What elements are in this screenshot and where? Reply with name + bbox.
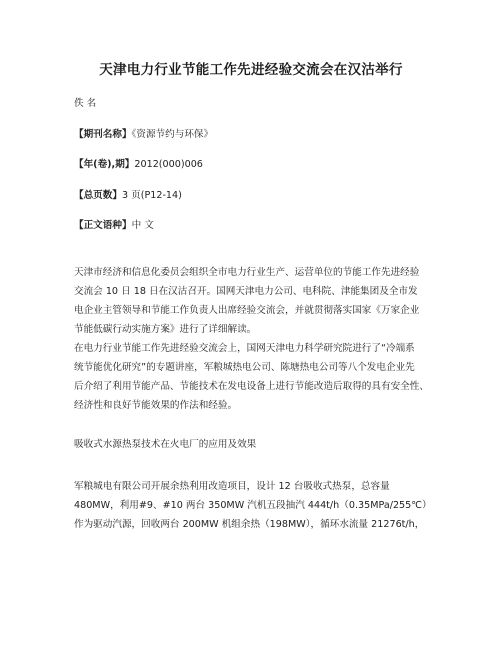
paragraph-2-line: 在电力行业节能工作先进经验交流会上，国网天津电力科学研究院进行了“冷端系 bbox=[74, 343, 415, 354]
meta-label: 【总页数】 bbox=[74, 190, 122, 201]
paragraph-3-line: 军粮城电有限公司开展余热利用改造项目，设计 12 台吸收式热泵，总容量 bbox=[74, 481, 390, 492]
author: 佚 名 bbox=[74, 98, 97, 109]
meta-journal bbox=[74, 128, 213, 142]
meta-value: 3 页(P12-14) bbox=[121, 190, 182, 201]
meta-volume-issue bbox=[74, 158, 203, 172]
paragraph-2-line: 经济性和良好节能效果的作法和经验。 bbox=[74, 400, 238, 411]
paragraph-1-line: 节能低碳行动实施方案》进行了详细解读。 bbox=[74, 324, 257, 335]
meta-value: 2012(000)006 bbox=[134, 159, 203, 170]
paragraph-3-line: 480MW，利用#9、#10 两台 350MW 汽机五段抽汽 444t/h（0.35MPa/255℃） bbox=[74, 500, 432, 511]
paragraph-3-line: 作为驱动汽源，回收两台 200MW 机组余热（198MW），循环水流量 21276t/h， bbox=[74, 519, 425, 530]
meta-language bbox=[74, 219, 154, 233]
meta-value: 中 文 bbox=[131, 220, 154, 231]
meta-label: 【年(卷),期】 bbox=[74, 159, 135, 170]
meta-label: 【正文语种】 bbox=[74, 220, 132, 231]
paragraph-2-line: 后介绍了利用节能产品、节能技术在发电设备上进行节能改造后取得的具有安全性、 bbox=[74, 381, 429, 392]
meta-pages bbox=[74, 189, 182, 203]
paragraph-1-line: 电企业主管领导和节能工作负责人出席经验交流会，并就贯彻落实国家《万家企业 bbox=[74, 305, 420, 316]
paragraph-2-line: 统节能优化研究”的专题讲座，军粮城热电公司、陈塘热电公司等八个发电企业先 bbox=[74, 362, 415, 373]
paragraph-1-line: 天津市经济和信息化委员会组织全市电力行业生产、运营单位的节能工作先进经验 bbox=[74, 267, 420, 278]
section-heading: 吸收式水源热泵技术在火电厂的应用及效果 bbox=[74, 439, 257, 450]
document-title: 天津电力行业节能工作先进经验交流会在汉沽举行 bbox=[99, 62, 403, 78]
meta-label: 【期刊名称】 bbox=[74, 129, 132, 140]
paragraph-1-line: 交流会 10 日 18 日在汉沽召开。国网天津电力公司、电科院、津能集团及全市发 bbox=[74, 286, 418, 297]
meta-value: 《资源节约与环保》 bbox=[131, 129, 214, 140]
